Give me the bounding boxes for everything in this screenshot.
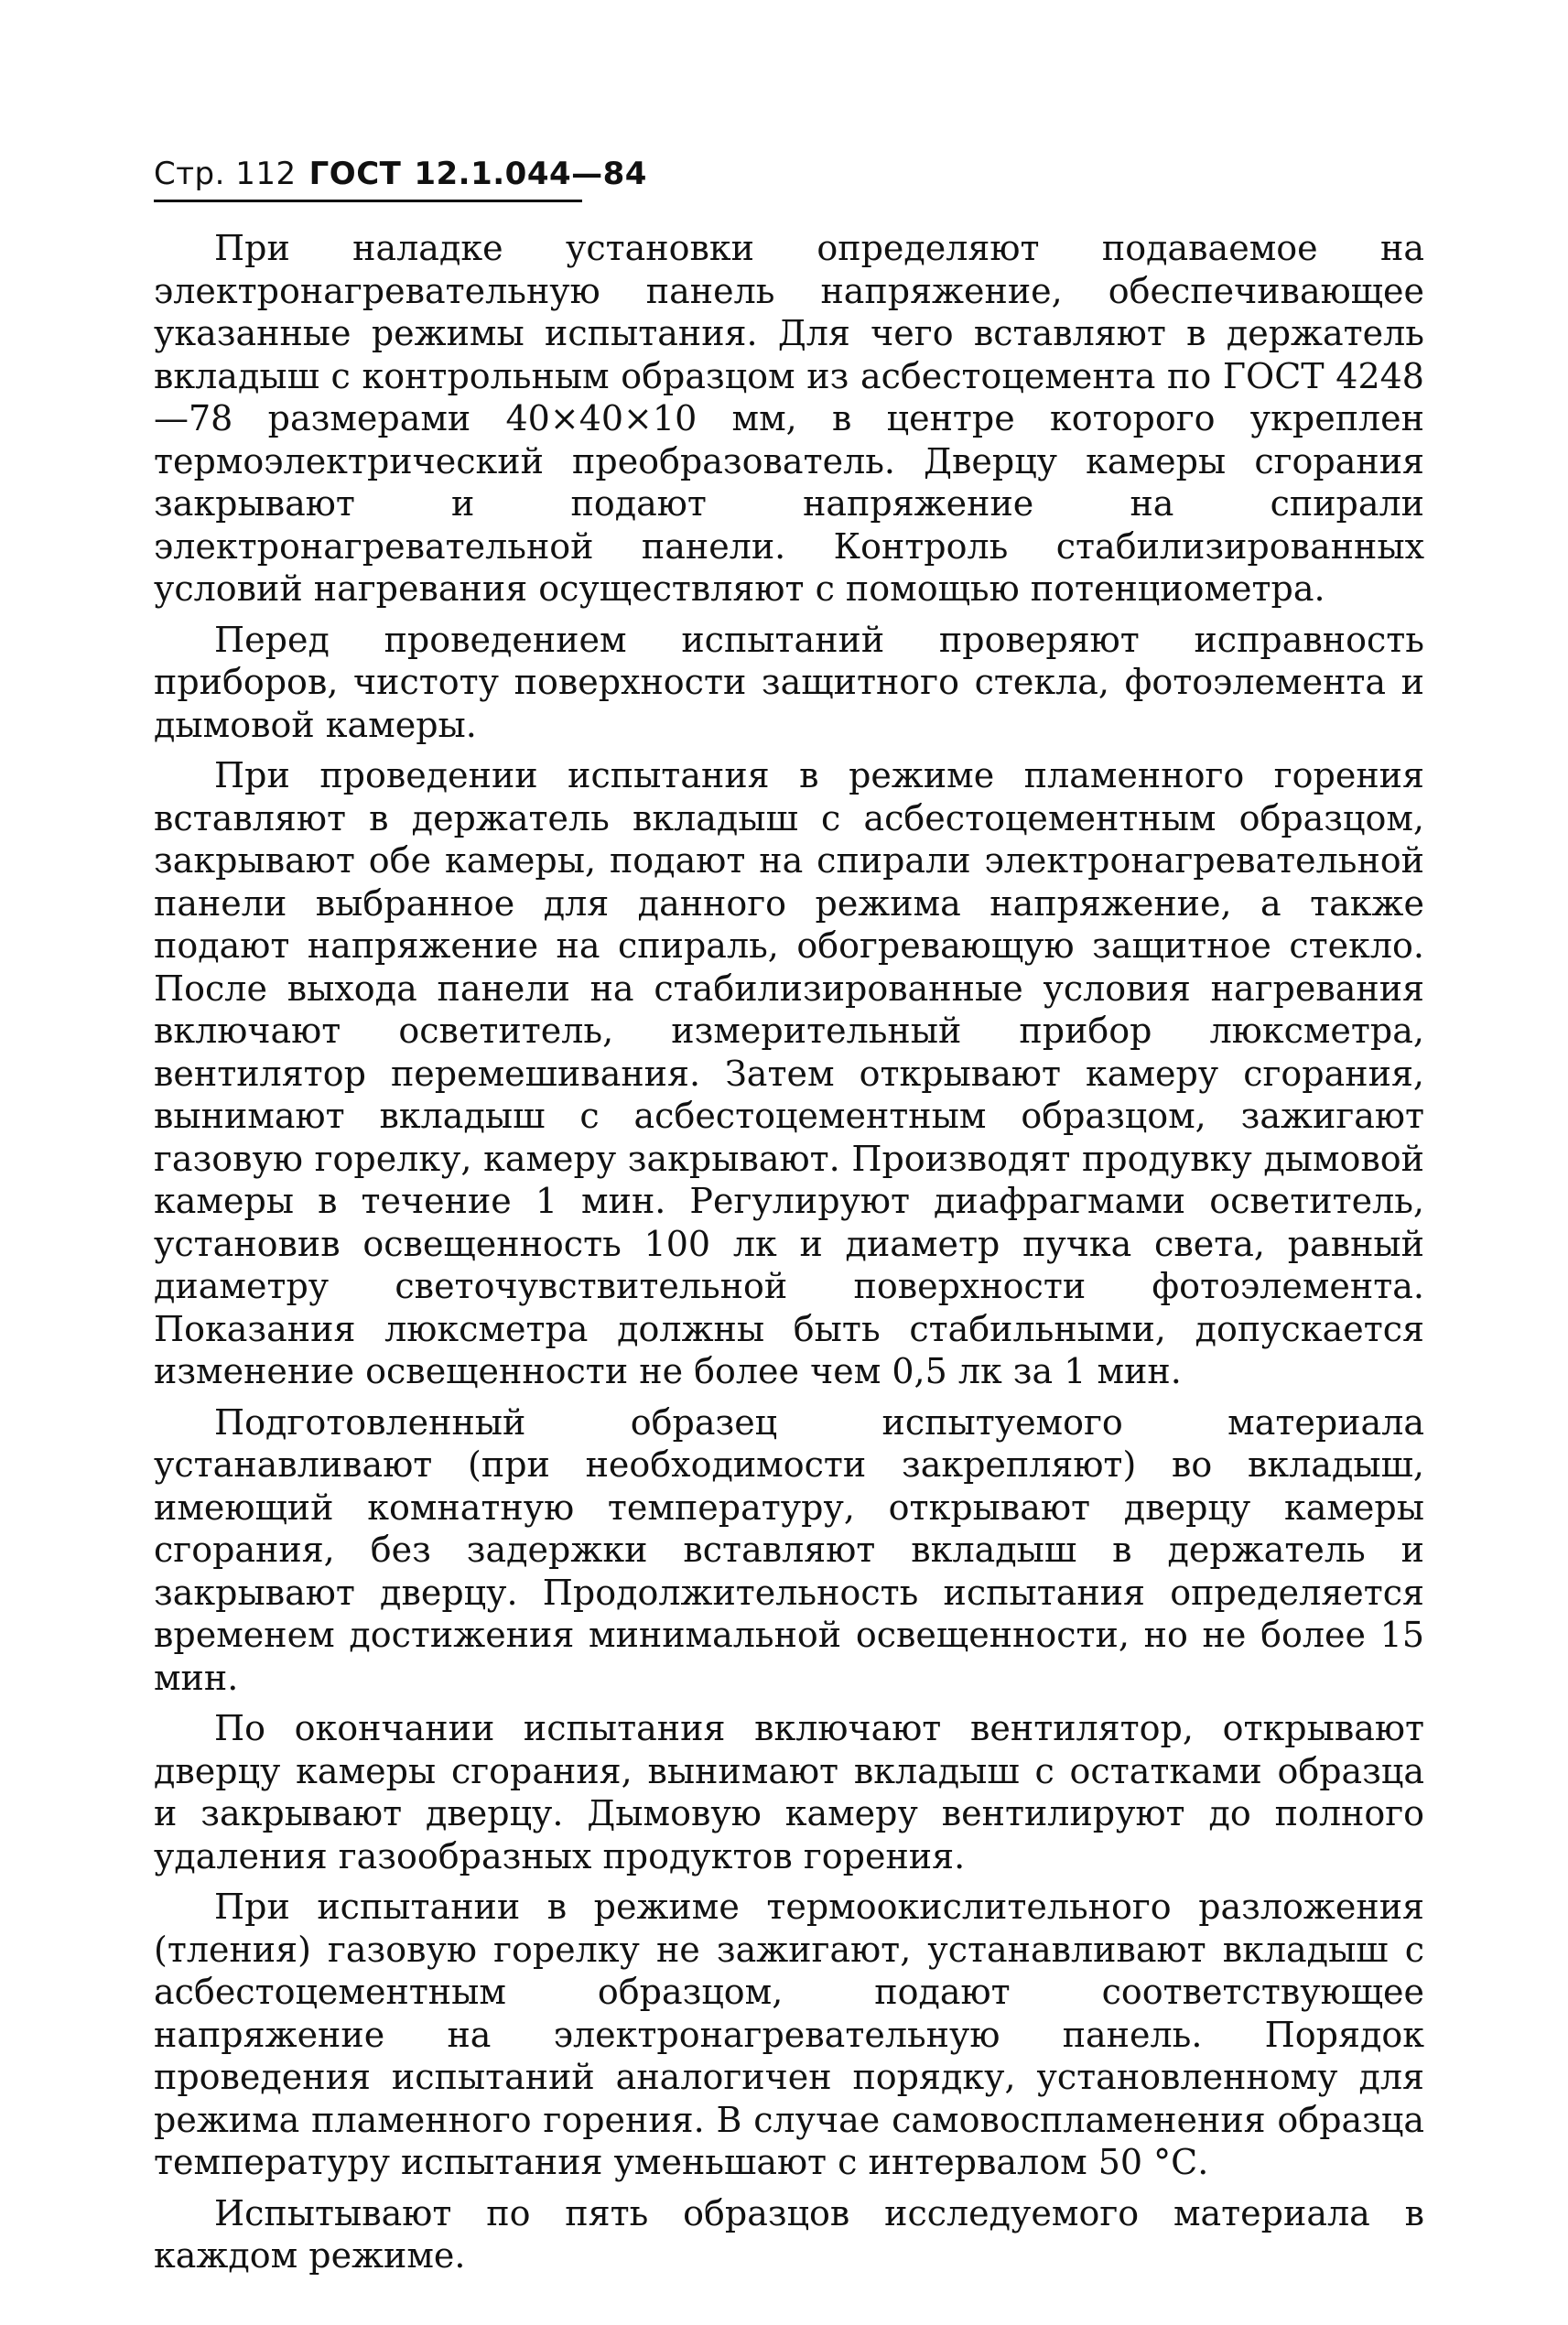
header-underline xyxy=(154,200,582,202)
paragraph-setup: При наладке установки определяют подаваемое на электронагревательную панель напряжение, обеспечивающее указанные режимы испытания. Для чего вставляют в держатель вкладыш с контрольным образцом из асбестоцемента по ГОСТ 4248—78 размерами 40×40×10 мм, в центре которого укреплен термоэлектрический преобразователь. Дверцу камеры сгорания закрывают и подают напряжение на спирали электронагревательной панели. Контроль стабилизированных условий нагревания осуществляют с помощью потенциометра. xyxy=(154,228,1424,609)
paragraph-flaming-mode: При проведении испытания в режиме пламенного горения вставляют в держатель вкладыш с асбестоцементным образцом, закрывают обе камеры, подают на спирали электронагревательной панели выбранное для данного режима напряжение, а также подают напряжение на спираль, обогревающую защитное стекло. После выхода панели на стабилизированные условия нагревания включают осветитель, измерительный прибор люксметра, вентилятор перемешивания. Затем открывают камеру сгорания, вынимают вкладыш с асбестоцементным образцом, зажигают газовую горелку, камеру закрывают. Производят продувку дымовой камеры в течение 1 мин. Регулируют диафрагмами осветитель, установив освещенность 100 лк и диаметр пучка света, равный диаметру светочувствительной поверхности фотоэлемента. Показания люксметра должны быть стабильными, допускается изменение освещенности не более чем 0,5 лк за 1 мин. xyxy=(154,755,1424,1391)
standard-number: 12.1.044—84 xyxy=(414,156,647,192)
paragraph-smoldering-mode: При испытании в режиме термоокислительного разложения (тления) газовую горелку не зажигают, устанавливают вкладыш с асбестоцементным образцом, подают соответствующее напряжение на электронагревательную панель. Порядок проведения испытаний аналогичен порядку, установленному для режима пламенного горения. В случае самовоспламенения образца температуру испытания уменьшают с интервалом 50 °С. xyxy=(154,1887,1424,2182)
paragraph-test-end: По окончании испытания включают вентилятор, открывают дверцу камеры сгорания, вынимают вкладыш с остатками образца и закрывают дверцу. Дымовую камеру вентилируют до полного удаления газообразных продуктов горения. xyxy=(154,1708,1424,1876)
standard-label: ГОСТ xyxy=(308,156,402,192)
page-number: Стр. 112 xyxy=(154,156,297,192)
paragraph-pre-check: Перед проведением испытаний проверяют исправность приборов, чистоту поверхности защитного стекла, фотоэлемента и дымовой камеры. xyxy=(154,619,1424,745)
paragraph-sample-install: Подготовленный образец испытуемого материала устанавливают (при необходимости закрепляют) во вкладыш, имеющий комнатную температуру, открывают дверцу камеры сгорания, без задержки вставляют вкладыш в держатель и закрывают дверцу. Продолжительность испытания определяется временем достижения минимальной освещенности, но не более 15 мин. xyxy=(154,1401,1424,1698)
running-head xyxy=(154,156,647,192)
body-text xyxy=(154,227,1424,2286)
paragraph-sample-count: Испытывают по пять образцов исследуемого материала в каждом режиме. xyxy=(154,2192,1424,2276)
